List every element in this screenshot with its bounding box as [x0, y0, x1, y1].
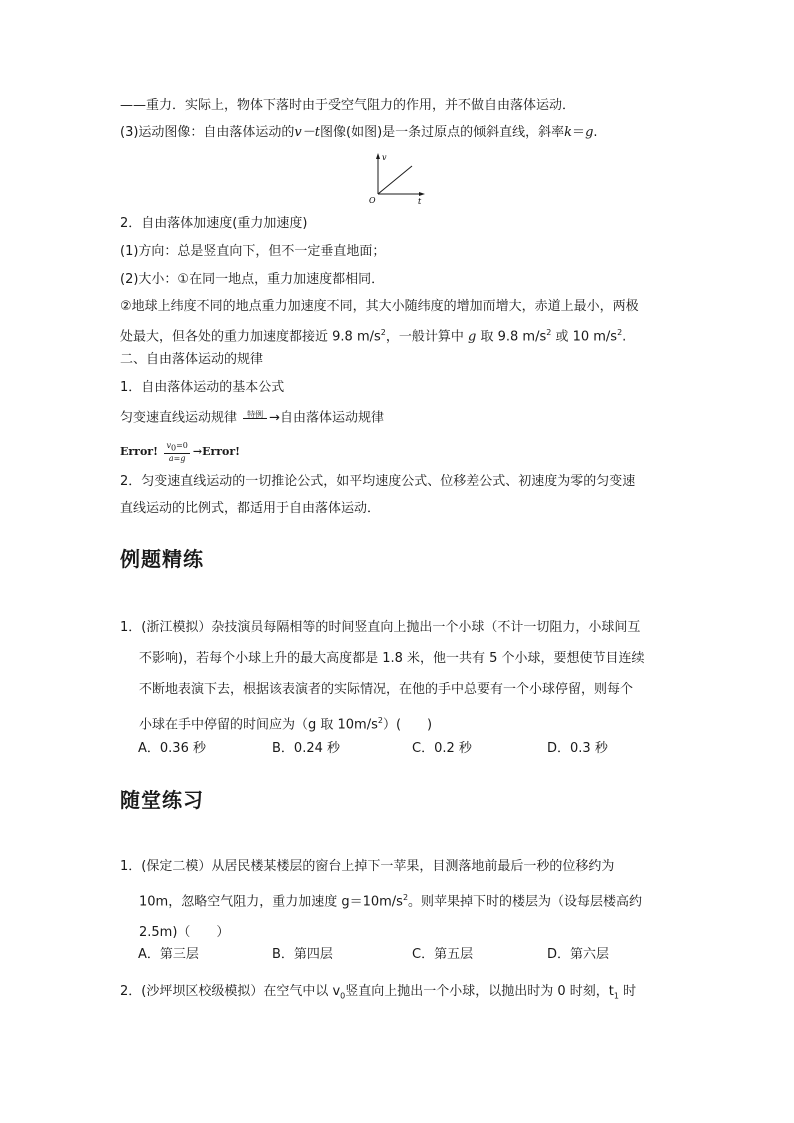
intro-line-2 [120, 123, 598, 143]
vt-graph-line [378, 166, 412, 194]
frac-denominator: a=g [168, 453, 186, 463]
error-left: Error! [120, 444, 158, 458]
vt-graph-x-label: t [418, 197, 422, 206]
formula-fraction [164, 441, 189, 463]
practice-q2-sub2: 1 [613, 991, 619, 1001]
sec2-p4-sup2: 2 [546, 328, 552, 337]
intro-line-2-text-a: (3)运动图像：自由落体运动的 [120, 125, 295, 140]
practice-q1-option-b[interactable]: B．第四层 [272, 947, 333, 962]
practice-q1-line-1: 1．(保定二模）从居民楼某楼层的窗台上掉下一苹果，目测落地前最后一秒的位移约为 [120, 859, 615, 874]
sec2-p4 [120, 323, 626, 347]
practice-q2-line-1-a: 2．(沙坪坝区校级模拟）在空气中以 v [120, 984, 341, 999]
sec2-p4-d: 或 10 m/s [551, 329, 618, 345]
sec2-p2: (2)大小：①在同一地点，重力加速度都相同． [120, 272, 385, 287]
practice-q1-option-d[interactable]: D．第六层 [547, 947, 610, 962]
error-right: →Error! [192, 444, 241, 458]
frac-num-rest: =0 [176, 441, 188, 450]
practice-q2-line-1-c: 时 [619, 984, 637, 999]
rule-right: →自由落体运动规律 [269, 410, 385, 426]
vt-graph-origin-label: O [369, 196, 376, 205]
frac-numerator [164, 441, 189, 454]
example-q1-option-b[interactable]: B．0.24 秒 [272, 741, 340, 756]
example-q1-option-d[interactable]: D．0.3 秒 [547, 741, 608, 756]
intro-line-1: ——重力．实际上，物体下落时由于受空气阻力的作用，并不做自由落体运动． [120, 98, 576, 113]
example-q1-line-3: 不断地表演下去，根据该表演者的实际情况，在他的手中总要有一个小球停留，则每个 [139, 682, 634, 697]
example-q1-line-2: 不影响)，若每个小球上升的最大高度都是 1.8 米，他一共有 5 个小球，要想使节目连续 [139, 651, 645, 666]
sec2-p4-e: . [622, 329, 627, 345]
practice-q1-line-2-b: 。则苹果掉下时的楼层为（设每层楼高约 [408, 894, 643, 910]
practice-q2-sub: 0 [340, 991, 346, 1001]
part2-rule [120, 408, 384, 429]
practice-q1-line-2-a: 10m，忽略空气阻力，重力加速度 g＝10m/s [139, 894, 403, 910]
examples-heading: 例题精练 [120, 547, 204, 571]
part2-error-line [120, 441, 240, 463]
practice-q1-line-3: 2.5m)（ ） [139, 925, 230, 941]
sec2-p4-sup3: 2 [617, 328, 623, 337]
practice-heading: 随堂练习 [120, 788, 204, 812]
practice-question-2 [120, 976, 680, 1012]
vt-graph-x-arrow [419, 192, 425, 196]
part2-title: 二、自由落体运动的规律 [120, 352, 264, 367]
intro-vt-term: v－t [294, 125, 320, 140]
example-q1-line-4-a: 小球在手中停留的时间应为（g 取 10m/s [139, 717, 378, 733]
sec2-p4-b: ，一般计算中 [385, 329, 468, 345]
sec2-p4-g: g [468, 329, 477, 345]
rule-arrow-shaft [243, 418, 267, 419]
example-q1-option-a[interactable]: A．0.36 秒 [138, 741, 206, 756]
practice-q1-line-2 [120, 882, 680, 917]
intro-period: . [593, 125, 598, 140]
practice-question-1 [120, 851, 680, 948]
sec2-p3: ②地球上纬度不同的地点重力加速度不同，其大小随纬度的增加而增大，赤道上最小，两极 [120, 299, 639, 314]
sec2-p4-a: 处最大，但各处的重力加速度都接近 9.8 m/s [120, 329, 381, 345]
example-q1-line-1: 1．(浙江模拟）杂技演员每隔相等的时间竖直向上抛出一个小球（不计一切阻力，小球间互 [120, 620, 641, 635]
vt-graph-y-label: v [382, 153, 387, 162]
example-q1-option-c[interactable]: C．0.2 秒 [412, 741, 472, 756]
intro-k-symbol: k [564, 125, 573, 140]
rule-left: 匀变速直线运动规律 [120, 410, 238, 426]
part2-sub1: 1．自由落体运动的基本公式 [120, 380, 285, 395]
frac-num-sub: 0 [170, 443, 177, 453]
intro-equals: ＝ [572, 125, 586, 140]
example-question-1 [120, 612, 680, 740]
example-q1-sup: 2 [377, 716, 383, 725]
vt-graph [366, 150, 430, 206]
frac-num-v: v [166, 441, 171, 450]
sec2-p4-c: 取 9.8 m/s [476, 329, 547, 345]
rule-arrow [241, 408, 269, 428]
practice-q1-sup: 2 [402, 893, 409, 902]
sec2-p4-sup: 2 [380, 328, 386, 337]
practice-q1-option-c[interactable]: C．第五层 [412, 947, 474, 962]
practice-q2-line-1-b: 竖直向上抛出一个小球，以抛出时为 0 时刻，t [345, 984, 614, 999]
intro-g-symbol: g [585, 125, 594, 140]
rule-arrow-label: 特例 [247, 410, 264, 419]
part2-sub2-line1: 2．匀变速直线运动的一切推论公式，如平均速度公式、位移差公式、初速度为零的匀变速 [120, 474, 636, 489]
example-q1-line-4-b: ）( ) [382, 717, 433, 733]
practice-q2-line-1 [120, 976, 680, 1012]
example-q1-line-4 [120, 705, 680, 740]
intro-line-2-text-b: 图像(如图)是一条过原点的倾斜直线，斜率 [320, 125, 565, 140]
vt-graph-y-arrow [376, 153, 380, 159]
sec2-title: 2．自由落体加速度(重力加速度) [120, 216, 308, 231]
sec2-p1: (1)方向：总是竖直向下，但不一定垂直地面； [120, 244, 386, 259]
part2-sub2-line2: 直线运动的比例式，都适用于自由落体运动． [120, 501, 381, 516]
practice-q1-option-a[interactable]: A．第三层 [138, 947, 199, 962]
